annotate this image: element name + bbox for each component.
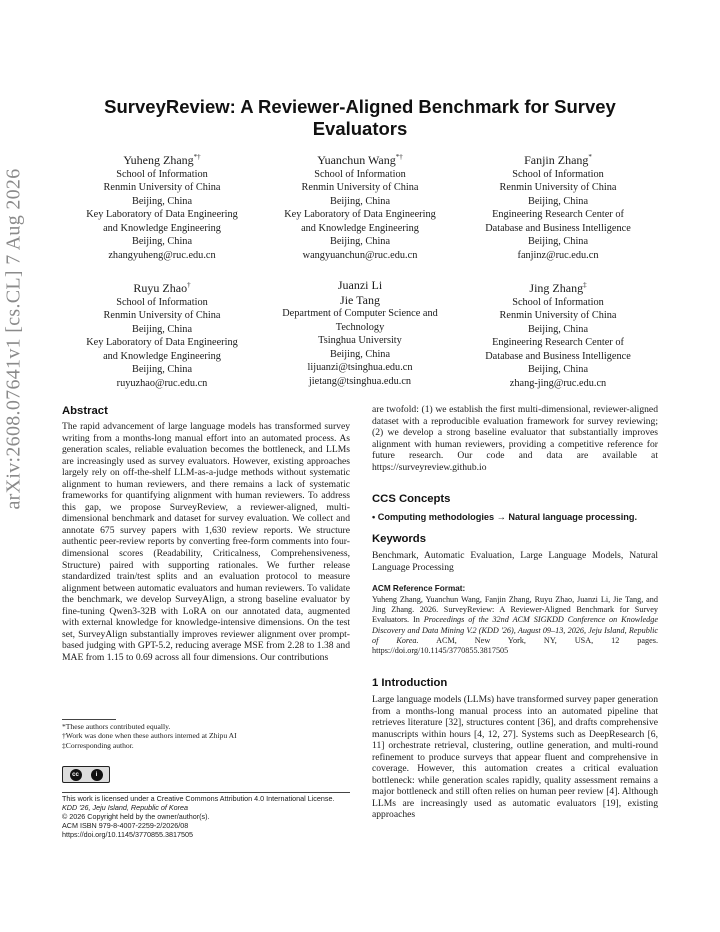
author-email[interactable]: fanjinz@ruc.edu.cn [517, 250, 599, 262]
author-affiliation-line: Renmin University of China [301, 182, 419, 194]
author-5 [260, 278, 460, 389]
author-affiliation-line: Engineering Research Center of [492, 209, 624, 221]
ccs-text: • Computing methodologies → Natural language processing. [372, 512, 638, 522]
footnotes [62, 722, 350, 750]
author-mark: *† [395, 153, 403, 161]
ref-format-text: Yuheng Zhang, Yuanchun Wang, Fanjin Zhang, Ruyu Zhao, Juanzi Li, Jie Tang, and Jing Zhang. 2026. SurveyReview: A Reviewer-Aligned Benchmark for Survey Evaluators. In Proceedings of the 32nd ACM SIGKDD Conference on Knowledge Discovery and Data Mining V.2 (KDD '26), August 09–13, 2026, Jeju Island, Republic of Korea. ACM, New York, NY, USA, 12 pages. https://doi.org/10.1145/3770855.3817505 [372, 595, 659, 656]
footnote-1: *These authors contributed equally. [62, 722, 171, 731]
author-affiliation-line: School of Information [512, 168, 604, 180]
author-name: Jing Zhang‡ [529, 281, 587, 295]
intro-heading: 1 Introduction [372, 677, 448, 689]
author-affiliation-line: Engineering Research Center of [492, 337, 624, 349]
author-email[interactable]: wangyuanchun@ruc.edu.cn [302, 250, 418, 262]
author-affiliation-line: and Knowledge Engineering [103, 350, 221, 362]
author-mark: ‡ [583, 281, 587, 289]
author-affiliation-line: Renmin University of China [499, 310, 617, 322]
author-2 [260, 150, 460, 263]
title-line-1: SurveyReview: A Reviewer-Aligned Benchmark for Survey [104, 96, 616, 117]
license-line-2: KDD '26, Jeju Island, Republic of Korea [62, 802, 189, 812]
footnote-3: ‡Corresponding author. [62, 740, 134, 750]
author-affiliation-line: Department of Computer Science and [282, 308, 438, 319]
cc-icon: cc [70, 769, 82, 781]
author-affiliation-line: Beijing, China [131, 195, 193, 207]
author-affiliation-line: Beijing, China [527, 195, 589, 207]
author-name: Juanzi Li [337, 278, 383, 292]
author-3 [458, 150, 658, 263]
license-block [62, 795, 350, 840]
author-6 [458, 278, 658, 391]
author-affiliation-line: Beijing, China [131, 236, 193, 248]
author-affiliation-line: Tsinghua University [318, 335, 402, 347]
license-line-1: This work is licensed under a Creative Commons Attribution 4.0 International License. [62, 794, 335, 803]
footnote-rule [62, 719, 116, 720]
author-affiliation-line: Beijing, China [527, 236, 589, 248]
author-email[interactable]: ruyuzhao@ruc.edu.cn [116, 378, 208, 390]
author-affiliation-line: Database and Business Intelligence [485, 350, 631, 362]
abstract-continuation: are twofold: (1) we establish the first multi-dimensional, reviewer-aligned dataset with a reproducible evaluation framework for survey reviewing; (2) we develop a strong baseline evaluator that substantially improves alignment with human reviewers, providing a competitive reference for future research. Our code and data are available at https://surveyreview.github.io [372, 404, 658, 473]
author-name: Jie Tang [340, 292, 380, 307]
author-email[interactable]: zhang-jing@ruc.edu.cn [509, 378, 607, 390]
left-column [62, 404, 350, 663]
author-affiliation-line: and Knowledge Engineering [103, 222, 221, 234]
author-affiliation-line: School of Information [116, 296, 208, 308]
author-affiliation-line: Beijing, China [329, 195, 391, 207]
abstract-heading: Abstract [62, 405, 108, 417]
author-name: Yuheng Zhang*† [123, 153, 201, 167]
author-affiliation-line: School of Information [116, 168, 208, 180]
author-mark: *† [193, 153, 201, 161]
attribution-icon: i [91, 769, 103, 781]
keywords-section [372, 532, 658, 573]
author-affiliation-line: Key Laboratory of Data Engineering [86, 337, 238, 349]
paper-title [62, 96, 658, 140]
footnote-2: †Work was done when these authors interned at Zhipu AI [62, 731, 237, 741]
abstract-text: The rapid advancement of large language models has transformed survey writing from a months-long manual effort into an automated process. As generation scales, reliable evaluation becomes the bottleneck, and LLMs are increasingly used as survey evaluators. However, existing approaches largely rely on off-the-shelf LLM-as-a-judge methods without systematic alignment to human reviewers, and there remains a lack of systematic frameworks for quantifying alignment with human reviewers. To address this gap, we propose SurveyReview, a reviewer-aligned, multi-dimensional benchmark and dataset for survey evaluation. We collect and annotate 675 survey papers with 1,630 review reports. We structure authentic peer-review reports by converting free-form comments into four-dimensional scores (Readability, Criticalness, Comprehensiveness, Structure) paired with supporting rationales. We further release standardized train/test splits and an evaluation protocol to measure alignment between automatic evaluators and human reviewers. To validate the benchmark, we develop SurveyAlign, a strong baseline evaluator by fine-tuning Qwen3-32B with LoRA on our annotated data, augmented with external knowledge for knowledge-intensive dimensions. On the test set, SurveyAlign substantially improves reviewer alignment over prompt-based judging with GPT-5.2, reducing average MSE from 2.28 to 1.38 and MAE from 1.15 to 0.69 across all four dimensions. Our contributions [62, 421, 350, 663]
abstract-continuation-section [372, 404, 658, 473]
author-affiliation-line: Beijing, China [329, 348, 391, 360]
license-line-5[interactable]: https://doi.org/10.1145/3770855.3817505 [62, 829, 193, 839]
author-name: Yuanchun Wang*† [317, 153, 403, 167]
keywords-heading: Keywords [372, 533, 426, 545]
author-affiliation-line: Beijing, China [131, 323, 193, 335]
author-affiliation-line: Renmin University of China [103, 182, 221, 194]
author-affiliation-line: Key Laboratory of Data Engineering [86, 209, 238, 221]
author-affiliation-line: Beijing, China [131, 364, 193, 376]
author-affiliation-line: Database and Business Intelligence [485, 222, 631, 234]
license-rule [62, 792, 350, 793]
keywords-text: Benchmark, Automatic Evaluation, Large Language Models, Natural Language Processing [372, 550, 658, 573]
author-mark: † [187, 281, 191, 289]
author-4 [62, 278, 262, 391]
ref-format-heading: ACM Reference Format: [372, 584, 466, 593]
author-email[interactable]: jietang@tsinghua.edu.cn [308, 375, 412, 387]
introduction-section [372, 676, 658, 821]
author-affiliation-line: Renmin University of China [103, 310, 221, 322]
author-affiliation-line: Beijing, China [527, 364, 589, 376]
cc-by-badge[interactable] [62, 766, 110, 783]
author-name: Fanjin Zhang* [524, 153, 592, 167]
author-affiliation-line: Key Laboratory of Data Engineering [284, 209, 436, 221]
title-line-2: Evaluators [312, 118, 408, 139]
arxiv-id: arXiv:2608.07641v1 [cs.CL] 7 Aug 2026 [2, 168, 25, 510]
author-affiliation-line: School of Information [314, 168, 406, 180]
author-affiliation-line: School of Information [512, 296, 604, 308]
author-mark: * [588, 153, 592, 161]
ccs-section [372, 492, 658, 523]
author-name: Ruyu Zhao† [133, 281, 191, 295]
reference-format-section [372, 584, 658, 656]
author-affiliation-line: Beijing, China [329, 236, 391, 248]
author-affiliation-line: Technology [335, 321, 385, 333]
license-line-4: ACM ISBN 979-8-4007-2259-2/2026/08 [62, 820, 189, 830]
ccs-heading: CCS Concepts [372, 493, 451, 505]
author-affiliation-line: and Knowledge Engineering [301, 222, 419, 234]
author-email[interactable]: lijuanzi@tsinghua.edu.cn [307, 362, 413, 374]
author-affiliation-line: Renmin University of China [499, 182, 617, 194]
author-email[interactable]: zhangyuheng@ruc.edu.cn [108, 250, 216, 262]
intro-text: Large language models (LLMs) have transformed survey paper generation from a months-long manual process into an automated pipeline that retrieves literature [32], structures content [36], and drafts comprehensive manuscripts within hours [4, 12, 27]. Systems such as DeepResearch [6, 11] orchestrate retrieval, clustering, outline generation, and multi-round refinement to produce surveys that appear fluent and comprehensive in coverage. However, this automation creates a critical evaluation bottleneck: while generation scales rapidly, quality assessment remains a major bottleneck and still often relies on human peer review [4]. Although LLMs are increasingly used as automatic evaluators [19], existing approaches [372, 694, 658, 821]
license-line-3: © 2026 Copyright held by the owner/author(s). [62, 811, 210, 821]
author-affiliation-line: Beijing, China [527, 323, 589, 335]
author-1 [62, 150, 262, 263]
